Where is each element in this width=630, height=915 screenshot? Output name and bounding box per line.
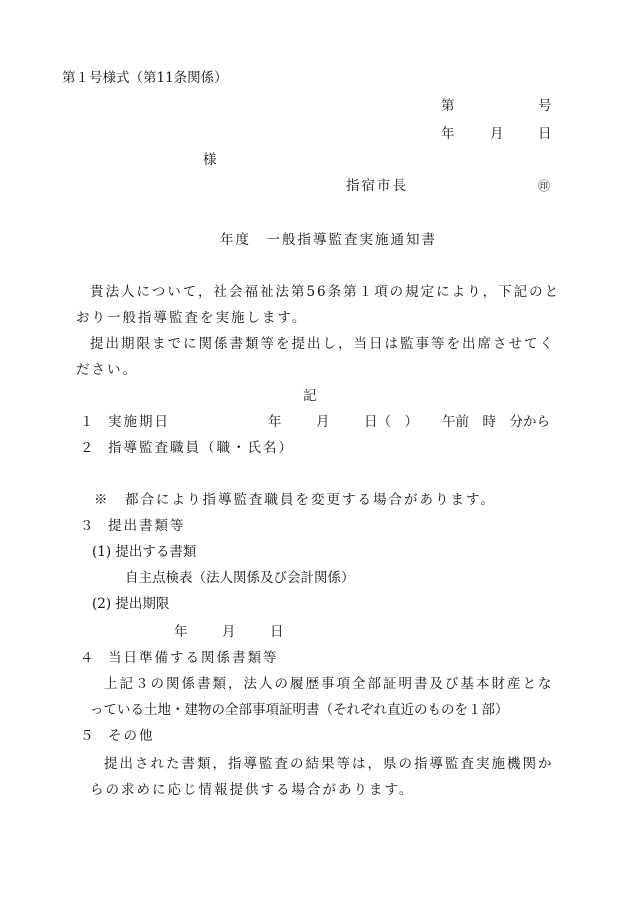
item4-number: ４ [80,650,94,666]
item3-sub2-year: 年 [174,624,188,640]
item3-sub1: (1) 提出する書類 [92,544,197,560]
date-day: 日 [538,126,552,142]
addressee-suffix: 様 [203,152,217,168]
number-prefix: 第 [441,98,455,114]
item3-sub1-content: 自主点検表（法人関係及び会計関係） [125,570,355,586]
item1-day: 日（ ） [364,414,418,430]
item1-month: 月 [316,414,330,430]
item5-label: その他 [108,728,155,744]
item1-label: 実施期日 [108,414,170,430]
number-suffix: 号 [538,98,552,114]
item5-line2: らの求めに応じ情報提供する場合があります。 [90,782,415,798]
date-month: 月 [490,126,504,142]
item2-label: 指導監査職員（職・氏名） [108,440,294,456]
ki-heading: 記 [303,388,317,404]
item3-sub2-day: 日 [270,624,284,640]
item1-number: １ [80,414,94,430]
date-year: 年 [441,126,455,142]
item3-sub2-month: 月 [222,624,236,640]
issuer: 指宿市長 [346,178,408,194]
document-title: 年度 一般指導監査実施通知書 [220,232,437,248]
item4-line1: 上記３の関係書類，法人の履歴事項全部証明書及び基本財産とな [104,676,554,692]
item4-label: 当日準備する関係書類等 [108,650,279,666]
item3-number: ３ [80,518,94,534]
item3-label: 提出書類等 [108,518,186,534]
item2-number: ２ [80,440,94,456]
body-p2-line1: 提出期限までに関係書類等を提出し，当日は監事等を出席させてく [90,336,555,352]
seal-icon: ㊞ [538,179,551,193]
body-p2-line2: ださい。 [76,362,138,378]
body-p1-line1: 貴法人について，社会福祉法第56条第１項の規定により，下記のと [90,284,561,300]
item5-number: ５ [80,728,94,744]
note-text: ※ 都合により指導監査職員を変更する場合があります。 [94,492,496,508]
body-p1-line2: おり一般指導監査を実施します。 [76,310,308,326]
form-label: 第１号様式（第11条関係） [62,70,228,86]
item1-time: 午前 時 分から [442,414,550,430]
item1-year: 年 [268,414,282,430]
item4-line2: っている土地・建物の全部事項証明書（それぞれ直近のものを１部） [90,702,509,718]
item5-line1: 提出された書類，指導監査の結果等は，県の指導監査実施機関か [104,756,554,772]
item3-sub2: (2) 提出期限 [92,596,170,612]
